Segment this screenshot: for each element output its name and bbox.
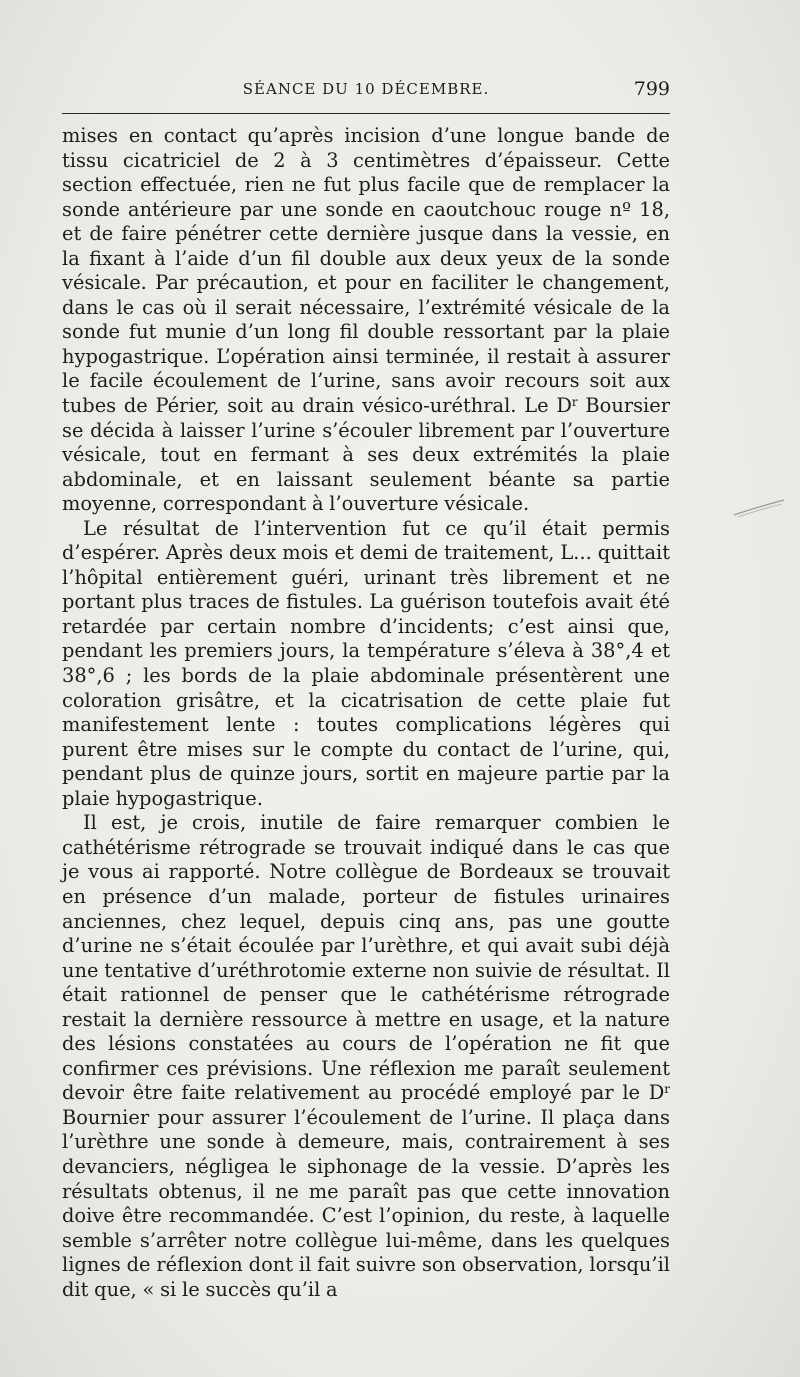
running-head — [62, 78, 670, 102]
paragraph-1-superscript: r — [571, 395, 578, 410]
paragraph-2 — [62, 517, 670, 812]
header-rule — [62, 113, 670, 114]
running-head-title: SÉANCE DU 10 DÉCEMBRE. — [242, 80, 490, 98]
paragraph-1 — [62, 124, 670, 517]
paragraph-3-superscript: r — [664, 1082, 670, 1097]
page-number: 799 — [633, 78, 670, 100]
margin-pencil-mark — [732, 497, 786, 519]
paragraph-3-text: Il est, je crois, inutile de faire remarquer combien le cathétérisme rétrograde se trouvait indiqué dans le cas que je vous ai rapporté. Notre collègue de Bordeaux se trouvait en présence d’un malade, porteur de fistules urinaires anciennes, chez lequel, depuis cinq ans, pas une goutte d’urine ne s’était écoulée par l’urèthre, et qui avait subi déjà une tentative d’uréthrotomie externe non suivie de résultat. Il était rationnel de penser que le cathétérisme rétrograde restait la dernière ressource à mettre en usage, et la nature des lésions constatées au cours de l’opération ne fit que confirmer ces prévisions. Une réflexion me paraît seulement devoir être faite relativement au procédé employé par le D — [62, 811, 670, 1105]
body-text — [62, 124, 670, 1302]
paragraph-1-tail: Boursier se décida à laisser l’urine s’écouler librement par l’ouverture vésicale, tout en fermant à ses deux extrémités la plaie abdominale, et en laissant seulement béante sa partie moyenne, correspondant à l’ouverture vésicale. — [62, 394, 670, 516]
paragraph-1-text: mises en contact qu’après incision d’une longue bande de tissu cicatriciel de 2 à 3 centimètres d’épaisseur. Cette section effectuée, rien ne fut plus facile que de remplacer la sonde antérieure par une sonde en caoutchouc rouge nº 18, et de faire pénétrer cette dernière jusque dans la vessie, en la fixant à l’aide d’un fil double aux deux yeux de la sonde vésicale. Par précaution, et pour en faciliter le changement, dans le cas où il serait nécessaire, l’extrémité vésicale de la sonde fut munie d’un long fil double ressortant par la plaie hypogastrique. L’opération ainsi terminée, il restait à assurer le facile écoulement de l’urine, sans avoir recours soit aux tubes de Périer, soit au drain vésico-uréthral. Le D — [62, 124, 670, 418]
paragraph-2-text: Le résultat de l’intervention fut ce qu’il était permis d’espérer. Après deux mois et demi de traitement, L... quittait l’hôpital entièrement guéri, urinant très librement et ne portant plus traces de fistules. La guérison toutefois avait été retardée par certain nombre d’incidents; c’est ainsi que, pendant les premiers jours, la température s’éleva à 38°,4 et 38°,6 ; les bords de la plaie abdominale présentèrent une coloration grisâtre, et la cicatrisation de cette plaie fut manifestement lente : toutes complications légères qui purent être mises sur le compte du contact de l’urine, qui, pendant plus de quinze jours, sortit en majeure partie par la plaie hypogastrique. — [62, 516, 670, 810]
paragraph-3-tail: Bournier pour assurer l’écoulement de l’urine. Il plaça dans l’urèthre une sonde à demeure, mais, contrairement à ses devanciers, négligea le siphonage de la vessie. D’après les résultats obtenus, il ne me paraît pas que cette innovation doive être recommandée. C’est l’opinion, du reste, à laquelle semble s’arrêter notre collègue lui-même, dans les quelques lignes de réflexion dont il fait suivre son observation, lorsqu’il dit que, « si le succès qu’il a — [62, 1105, 670, 1301]
paragraph-3 — [62, 811, 670, 1302]
